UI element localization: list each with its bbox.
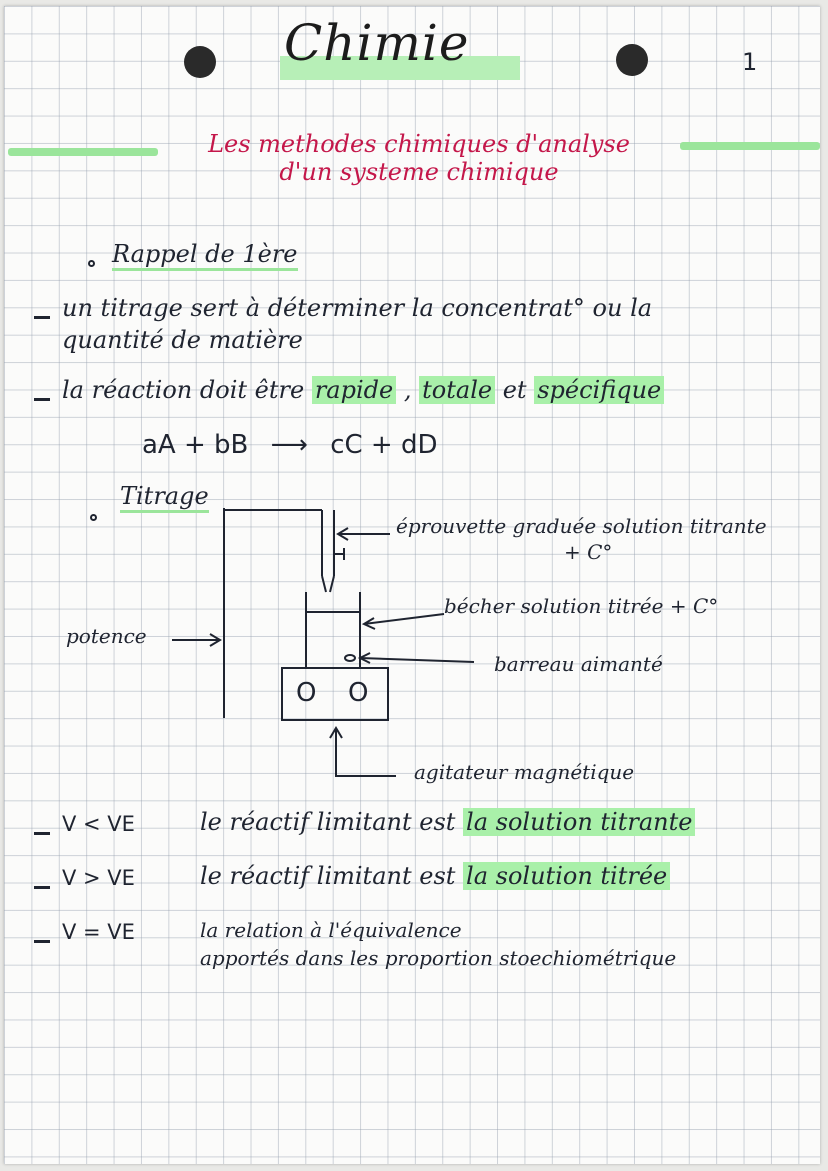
stir-bar (345, 655, 355, 661)
case-1-highlight: la solution titrante (463, 808, 695, 836)
rappel-item1-line2: quantité de matière (62, 326, 303, 354)
dash-icon (34, 398, 50, 401)
label-burette-line2: + C° (564, 540, 613, 564)
stirrer-knob-1: O (296, 678, 317, 708)
rappel-item2-sep1: , (403, 376, 412, 404)
case-1-text (200, 808, 695, 836)
keyword-specifique: spécifique (534, 376, 664, 404)
notebook-page (4, 6, 820, 1164)
rappel-item2-prefix: la réaction doit être (62, 376, 305, 404)
label-becher: bécher solution titrée + C° (444, 594, 719, 618)
green-rule-right (680, 142, 820, 150)
subtitle-line-2: d'un systeme chimique (279, 158, 559, 186)
case-1-plain: le réactif limitant est (200, 808, 456, 836)
dash-icon (34, 316, 50, 319)
equation-lhs: aA + bB (142, 430, 249, 460)
punch-hole-right-icon (616, 44, 648, 76)
page-title: Chimie (284, 14, 470, 72)
case-2-text (200, 862, 670, 890)
titrage-heading: Titrage (120, 482, 209, 513)
green-rule-left (8, 148, 158, 156)
case-3-line1: la relation à l'équivalence (200, 918, 462, 942)
case-3-line2: apportés dans les proportion stoechiométrique (200, 946, 677, 970)
subtitle-line-1: Les methodes chimiques d'analyse (208, 130, 630, 158)
dash-icon (34, 832, 50, 835)
label-agitateur: agitateur magnétique (414, 760, 635, 784)
case-1-condition: V < VE (62, 812, 135, 836)
label-barreau: barreau aimanté (494, 652, 663, 676)
rappel-item1-line1: un titrage sert à déterminer la concentrat° ou la (62, 294, 653, 322)
bullet-icon (88, 260, 95, 267)
rappel-item2-sep2: et (502, 376, 527, 404)
label-potence: potence (66, 624, 147, 648)
case-3-condition: V = VE (62, 920, 135, 944)
dash-icon (34, 940, 50, 943)
label-burette-line1: éprouvette graduée solution titrante (396, 514, 767, 538)
keyword-totale: totale (419, 376, 495, 404)
reaction-arrow-icon: ⟶ (270, 430, 308, 460)
punch-hole-left-icon (184, 46, 216, 78)
rappel-item2 (62, 376, 664, 404)
page-number: 1 (742, 48, 758, 76)
keyword-rapide: rapide (312, 376, 396, 404)
dash-icon (34, 886, 50, 889)
case-2-plain: le réactif limitant est (200, 862, 456, 890)
case-2-condition: V > VE (62, 866, 135, 890)
rappel-heading: Rappel de 1ère (112, 240, 298, 271)
case-2-highlight: la solution titrée (463, 862, 670, 890)
stirrer-knob-2: O (348, 678, 369, 708)
equation-rhs: cC + dD (330, 430, 438, 460)
equation (142, 430, 437, 460)
